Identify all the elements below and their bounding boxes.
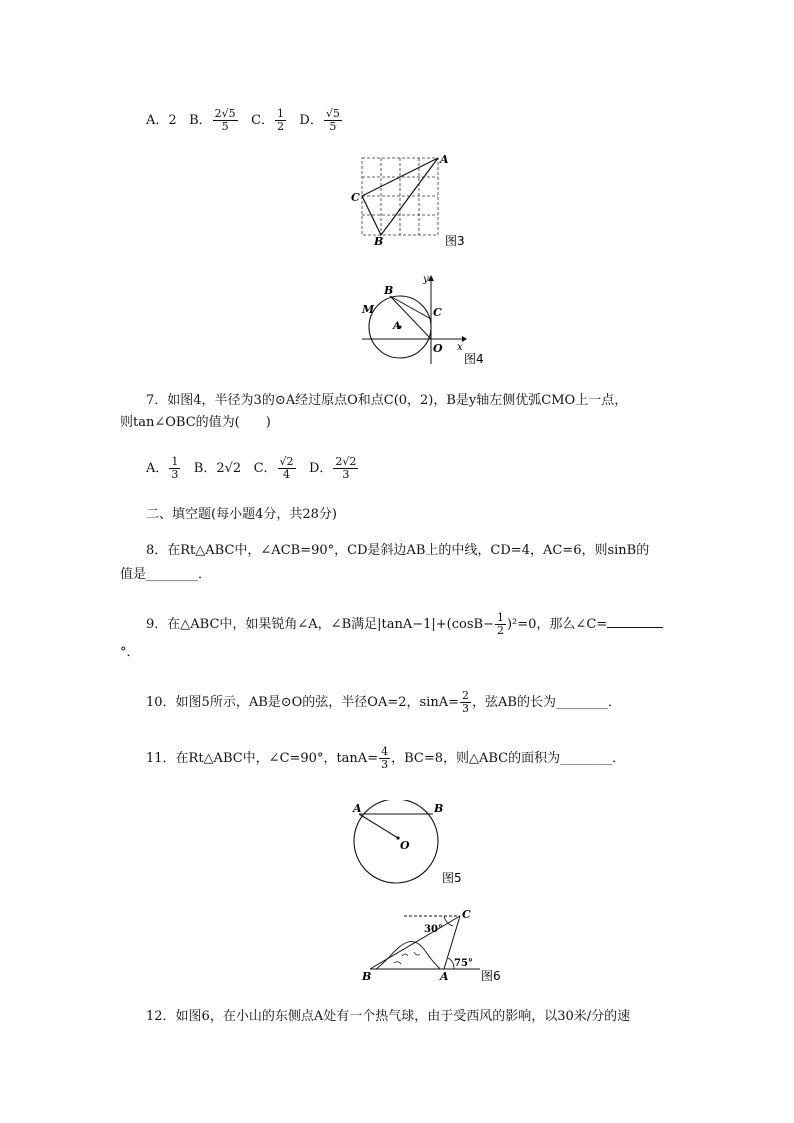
q6-option-a: A．2	[146, 113, 177, 128]
q6-option-b-fraction: $\frac{2√5}{5}$	[214, 107, 236, 133]
q7-option-c-fraction: $\frac{√2}{4}$	[279, 455, 294, 481]
fig4-label-b: B	[384, 284, 394, 297]
q6-option-c-fraction: $\frac{1}{2}$	[277, 107, 285, 133]
fig6-caption: 图6	[481, 969, 501, 983]
q10-fraction: $\frac{2}{3}$	[462, 689, 469, 715]
section-2-heading: 二、填空题(每小题4分，共28分)	[146, 507, 337, 522]
q12-text-line1: 12．如图6，在小山的东侧点A处有一个热气球，由于受西风的影响，以30米/分的速	[146, 1009, 631, 1024]
q10-text-before: 10．如图5所示，AB是⊙O的弦，半径OA=2，sinA=	[146, 695, 459, 710]
figure-6	[356, 906, 516, 984]
fig5-caption: 图5	[442, 871, 462, 885]
q9-text-line2: °．	[120, 645, 140, 660]
fig5-label-b: B	[434, 802, 444, 815]
fig4-label-c: C	[433, 306, 442, 319]
fig4-label-a: A	[393, 321, 401, 332]
fig5-label-a: A	[353, 802, 362, 815]
figure-4	[358, 272, 492, 368]
q9-text-after: )²=0，那么∠C=	[506, 617, 608, 632]
q7-option-d-fraction: $\frac{2√2}{3}$	[335, 455, 357, 481]
fig5-circle	[354, 800, 438, 883]
fig3-grid	[362, 158, 438, 235]
q7-option-c-prefix: C．	[253, 461, 277, 476]
fig6-hill	[376, 942, 440, 969]
q9-fraction: $\frac{1}{2}$	[496, 611, 504, 637]
q6-options	[146, 108, 343, 133]
q10-text-after: ，弦AB的长为________．	[472, 695, 621, 710]
q7-option-b: B．2√2	[193, 461, 242, 476]
fig6-angle-30: 30°	[424, 924, 443, 935]
q8-text-line1: 8．在Rt△ABC中，∠ACB=90°，CD是斜边AB上的中线，CD=4，AC=6，则sinB的	[146, 543, 650, 558]
q7-text-line1: 7．如图4，半径为3的⊙A经过原点O和点C(0，2)，B是y轴左侧优弧CMO上一点，	[146, 393, 628, 408]
fig6-label-a: A	[440, 970, 449, 983]
fig4-caption: 图4	[464, 352, 484, 366]
q7-option-d-prefix: D．	[308, 461, 333, 476]
q7-option-a-prefix: A．	[146, 461, 169, 476]
q11-text-after: ，BC=8，则△ABC的面积为________．	[391, 751, 626, 766]
q9-text-line1	[146, 612, 663, 637]
q8-text-line2: 值是________．	[120, 567, 212, 582]
figure-3	[348, 154, 478, 246]
q6-option-d-prefix: D．	[299, 113, 323, 128]
q7-text-line2: 则tan∠OBC的值为( )	[120, 415, 271, 430]
fig4-label-y: y	[423, 274, 429, 285]
fig5-label-o: O	[400, 839, 410, 852]
q6-option-c-prefix: C．	[251, 113, 275, 128]
fig5-radius-oa	[359, 814, 398, 838]
q10-text	[146, 690, 621, 715]
fig3-label-a: A	[440, 154, 449, 166]
fig6-label-c: C	[462, 908, 471, 921]
fig6-label-b: B	[362, 970, 372, 983]
figure-5	[348, 800, 478, 890]
fig4-label-x: x	[457, 342, 463, 353]
q9-answer-blank[interactable]	[607, 615, 663, 628]
q7-options	[146, 456, 359, 481]
q11-text	[146, 746, 625, 771]
fig3-caption: 图3	[445, 234, 465, 246]
q11-fraction: $\frac{4}{3}$	[381, 745, 389, 771]
q7-option-a-fraction: $\frac{1}{3}$	[171, 455, 179, 481]
fig3-label-c: C	[351, 191, 360, 204]
fig3-label-b: B	[374, 235, 384, 246]
q9-text-before: 9．在△ABC中，如果锐角∠A，∠B满足|tanA−1|+(cosB−	[146, 617, 494, 632]
fig4-chords	[390, 296, 431, 339]
fig4-label-o: O	[433, 342, 443, 355]
q6-option-b-prefix: B．	[189, 113, 212, 128]
fig4-label-m: M	[362, 303, 375, 316]
fig6-angle-75: 75°	[454, 958, 473, 969]
q11-text-before: 11．在Rt△ABC中，∠C=90°，tanA=	[146, 751, 379, 766]
q6-option-d-fraction: $\frac{√5}{5}$	[325, 107, 340, 133]
